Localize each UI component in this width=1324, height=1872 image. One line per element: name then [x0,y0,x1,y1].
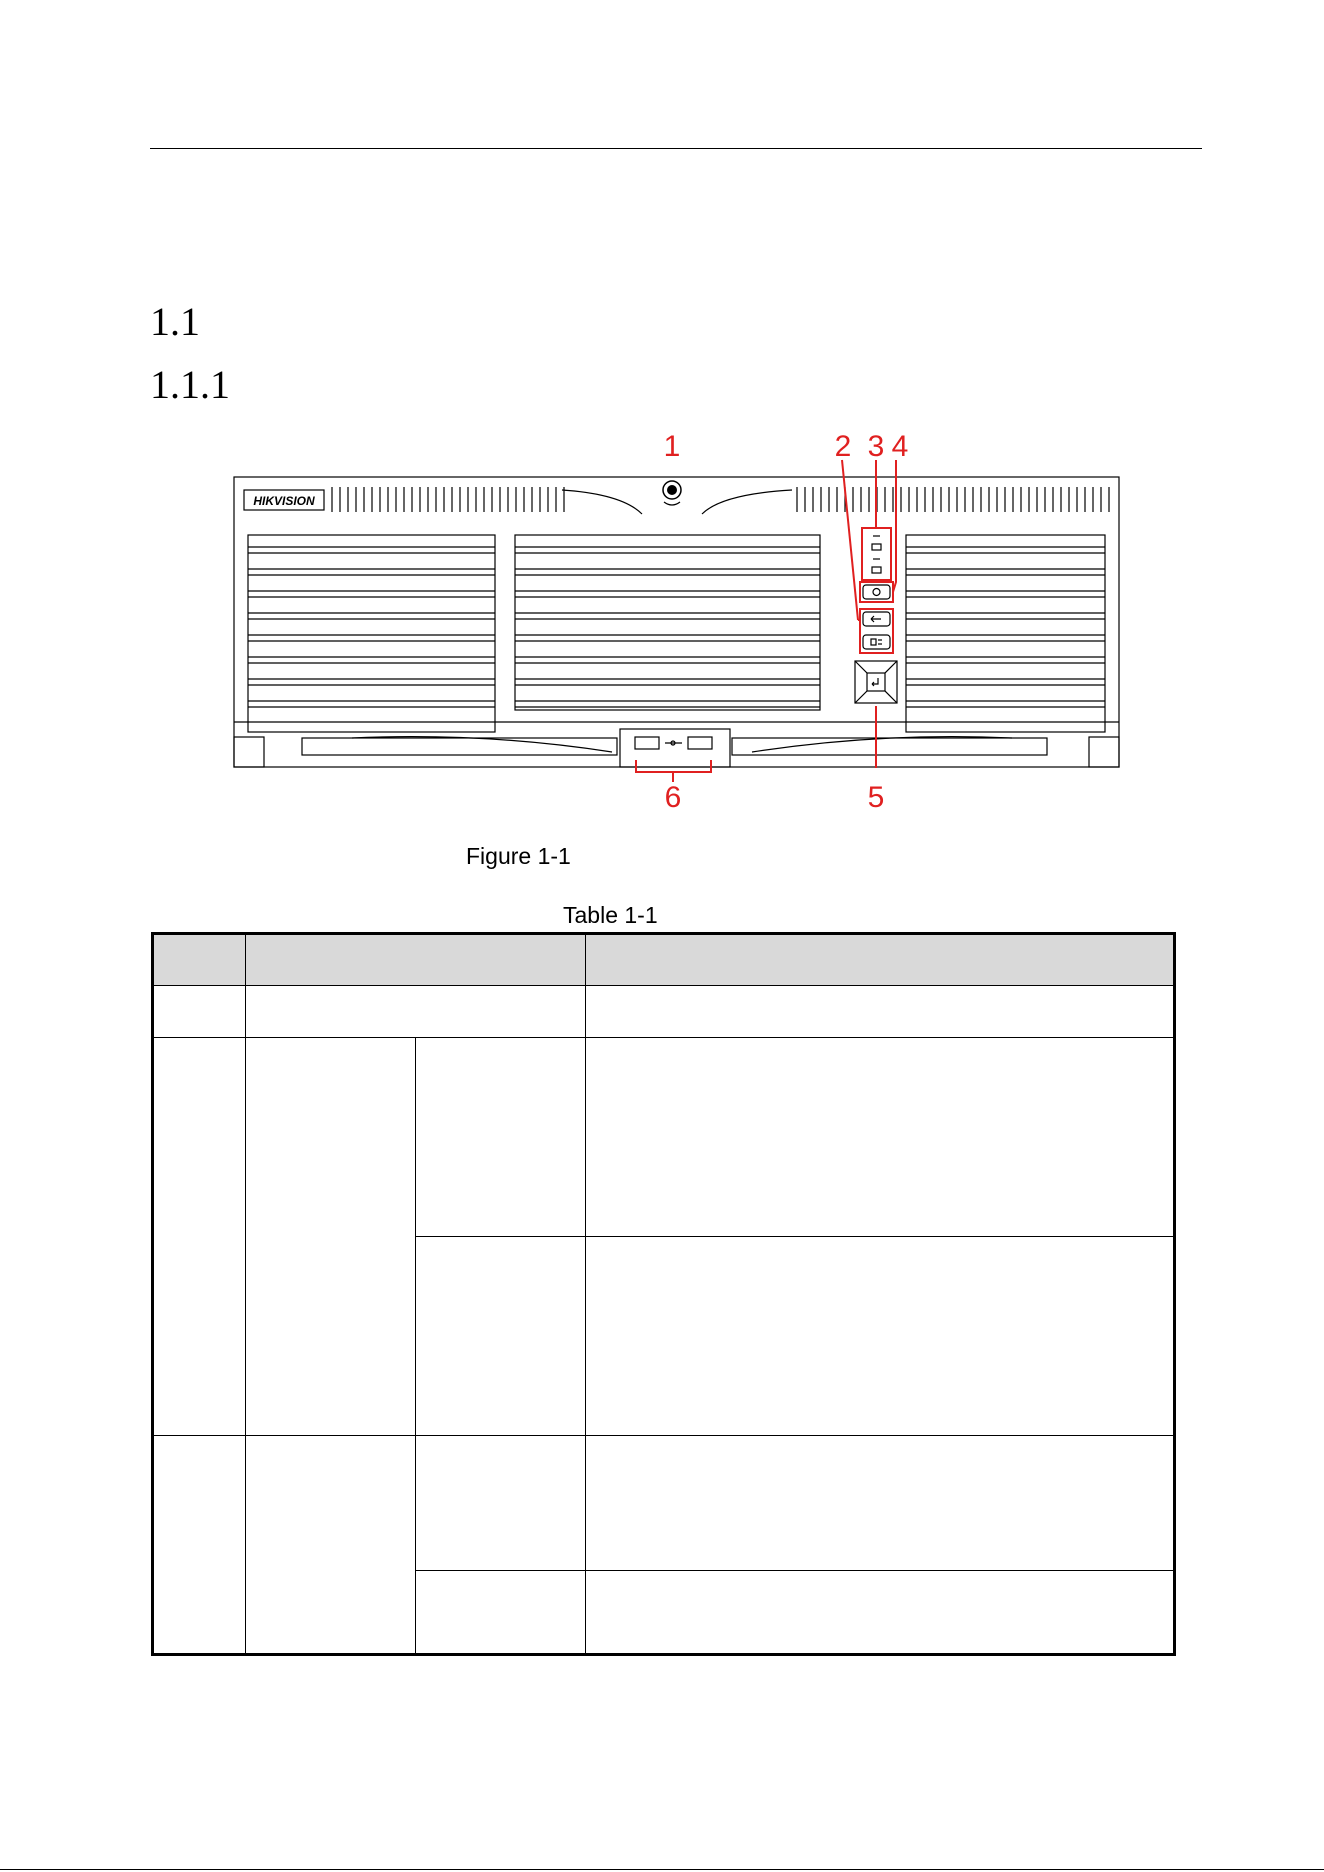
lock-icon [663,481,681,505]
table-cell [246,1436,416,1655]
table-header-row [153,934,1175,986]
grille-center [515,535,820,710]
table-cell [416,1237,586,1436]
table-row [153,1038,1175,1237]
network-led-icon [872,567,881,573]
table-cell [153,1436,246,1655]
table-cell [416,1038,586,1237]
table-header-cell [586,934,1175,986]
table-header-cell [153,934,246,986]
brand-logo: HIKVISION [253,494,315,508]
power-button-icon [863,585,890,599]
table-header-cell [246,934,586,986]
table-cell [153,986,246,1038]
chassis-outline [234,477,1119,767]
callout-box-buttons [860,609,893,653]
right-foot [1089,737,1119,767]
table-cell [153,1038,246,1436]
top-vent-right [797,487,1109,512]
callout-6: 6 [664,781,682,812]
table-cell [246,1038,416,1436]
figure-caption: Figure 1-1 [466,843,571,869]
grille-left [248,535,495,732]
callout-5: 5 [867,781,885,812]
table-cell [586,1436,1175,1571]
left-foot [234,737,264,767]
top-vent-left [332,487,564,512]
grille-right [906,535,1105,732]
table-cell [586,986,1175,1038]
footer-rule [0,1869,1324,1870]
usb-port-icon [688,737,712,749]
section-heading: 1.1 [150,299,200,344]
table-cell [586,1038,1175,1237]
table-cell [586,1571,1175,1655]
header-rule [150,148,1202,149]
table-cell [416,1436,586,1571]
bottom-slot-right [732,738,1047,755]
table-row [153,986,1175,1038]
usb-port-icon [635,737,659,749]
table-row [153,1436,1175,1571]
front-panel-figure [232,432,1122,812]
table-cell [416,1571,586,1655]
callout-4: 4 [891,432,909,463]
enter-icon [867,673,885,691]
specification-table [151,932,1176,1656]
table-caption: Table 1-1 [563,902,658,928]
table-cell [246,986,586,1038]
callout-1: 1 [663,432,681,463]
callout-3: 3 [867,432,885,463]
subsection-heading: 1.1.1 [150,362,230,407]
hdd-led-icon [872,544,881,550]
callout-2: 2 [834,432,852,463]
table-cell [586,1237,1175,1436]
